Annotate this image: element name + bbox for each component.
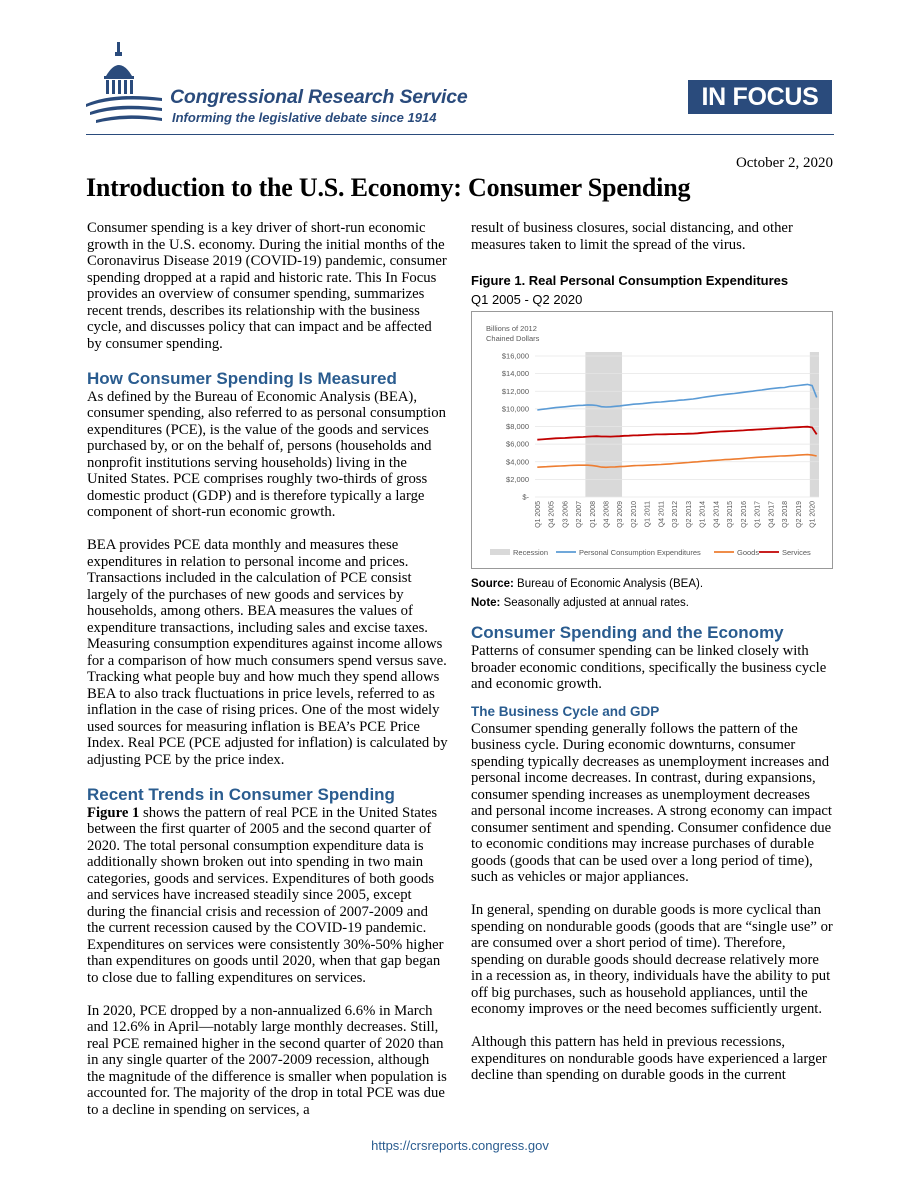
heading-trends: Recent Trends in Consumer Spending [87, 784, 395, 804]
pce-chart [471, 311, 833, 569]
x-tick-label: Q2 2019 [795, 501, 803, 528]
source-text: Bureau of Economic Analysis (BEA). [513, 578, 704, 590]
legend-label: Goods [737, 548, 760, 557]
legend-label: Personal Consumption Expenditures [579, 548, 701, 557]
x-tick-label: Q4 2011 [658, 501, 666, 528]
pce-chart-svg [472, 312, 832, 568]
x-tick-label: Q1 2017 [754, 501, 762, 528]
figure-source [471, 575, 833, 594]
trends-paragraph-2: In 2020, PCE dropped by a non-annualized 6.6% in March and 12.6% in April—notably large monthly decreases. Still, real PCE remained higher in the second quarter of 2020 than in any single quarter of the 2007-2009 recession, although the magnitude of the difference is smaller when population is accounted for. The majority of the drop in total PCE was due to a decline in spending on services, a [87, 1002, 447, 1118]
legend-label: Services [782, 548, 811, 557]
y-tick-label: $6,000 [506, 439, 529, 449]
page-title: Introduction to the U.S. Economy: Consumer Spending [86, 173, 691, 202]
x-tick-label: Q1 2008 [589, 501, 597, 528]
footer-url[interactable]: https://crsreports.congress.gov [371, 1138, 549, 1153]
x-tick-label: Q2 2007 [576, 501, 584, 528]
x-tick-label: Q1 2005 [534, 501, 542, 528]
x-tick-label: Q4 2017 [768, 501, 776, 528]
y-tick-label: $14,000 [501, 369, 529, 379]
x-tick-label: Q3 2012 [672, 501, 680, 528]
heading-measured: How Consumer Spending Is Measured [87, 368, 397, 388]
x-tick-label: Q3 2006 [562, 501, 570, 528]
continued-paragraph: result of business closures, social distancing, and other measures taken to limit the spread of the virus. [471, 220, 793, 253]
y-tick-label: $10,000 [501, 404, 529, 414]
x-tick-label: Q1 2020 [809, 501, 817, 528]
y-tick-label: $8,000 [506, 422, 529, 431]
series-line-goods [537, 455, 816, 468]
figure-1-reference[interactable]: Figure 1 [87, 804, 140, 821]
note-label: Note: [471, 597, 501, 609]
x-tick-label: Q3 2009 [617, 501, 625, 528]
org-name: Congressional Research Service [170, 86, 468, 108]
x-tick-label: Q4 2005 [548, 501, 556, 528]
x-tick-label: Q3 2018 [782, 501, 790, 528]
cycle-paragraph-3: Although this pattern has held in previous recessions, expenditures on nondurable goods have experienced a larger decline than spending on durable goods in the current [471, 1034, 827, 1083]
crs-capitol-logo [84, 40, 166, 128]
figure-title [471, 271, 833, 290]
header-divider [86, 134, 834, 135]
x-tick-label: Q2 2016 [740, 501, 748, 528]
legend-swatch [490, 549, 510, 555]
cycle-paragraph-1: Consumer spending generally follows the pattern of the business cycle. During economic downturns, consumer spending typically decreases as unemployment increases and personal income decreases. In contrast, during expansions, consumer spending increases as unemployment decreases and personal income increases. A strong economy can impact consumer sentiment and spending. Consumer confidence due to economic conditions may increase purchases of durable goods (goods that can be used over a long period of time), such as vehicles or major appliances. [471, 720, 832, 885]
in-focus-badge: IN FOCUS [688, 80, 832, 114]
y-tick-label: $- [522, 492, 529, 502]
org-tagline: Informing the legislative debate since 1914 [172, 110, 437, 125]
heading-cycle: The Business Cycle and GDP [471, 703, 660, 719]
y-axis-label: Billions of 2012 Chained Dollars [486, 324, 540, 343]
right-column [471, 220, 833, 1084]
figure-subtitle: Q1 2005 - Q2 2020 [471, 292, 583, 307]
series-line-pce [537, 384, 816, 410]
cycle-paragraph-2: In general, spending on durable goods is more cyclical than spending on nondurable goods (goods that are “single use” or are consumed over a short period of time). Therefore, spending on durable goods should decrease relatively more in a recession as, in theory, individuals have the ability to put off big purchases, such as household appliances, until the economy improves or the need becomes sufficiently urgent. [471, 902, 833, 1017]
trends-paragraph-1-text: shows the pattern of real PCE in the United States between the first quarter of 2005 and the second quarter of 2020. The total personal consumption expenditure data is additionally shown broken out into spending in two main categories, goods and services. Expenditures of both goods and services have increased steadily since 2005, except during the financial crisis and recession of 2007-2009 and the current recession caused by the COVID-19 pandemic. Expenditures on services were consistently 30%-50% higher than expenditures on goods until 2020, when that gap began to close due to falling expenditures on services. [87, 804, 444, 986]
left-column [87, 220, 449, 1118]
x-tick-label: Q4 2014 [713, 501, 721, 528]
y-tick-label: $2,000 [506, 474, 529, 484]
figure-title-text: Figure 1. Real Personal Consumption Expenditures [471, 273, 789, 288]
y-tick-label: $4,000 [506, 457, 529, 467]
x-tick-label: Q3 2015 [727, 501, 735, 528]
y-tick-label: $16,000 [501, 351, 529, 361]
figure-note [471, 594, 833, 613]
legend-label: Recession [513, 548, 549, 557]
intro-paragraph: Consumer spending is a key driver of short-run economic growth in the U.S. economy. During the initial months of the Coronavirus Disease 2019 (COVID-19) pandemic, consumer spending dropped at a rapid and historic rate. This In Focus provides an overview of consumer spending, summarizes recent trends, describes its relationship with the business cycle, and discusses policy that can impact and be affected by consumer spending. [87, 220, 447, 352]
heading-economy: Consumer Spending and the Economy [471, 623, 784, 642]
series-line-services [537, 427, 816, 440]
economy-paragraph: Patterns of consumer spending can be linked closely with broader economic conditions, specifically the business cycle and economic growth. [471, 643, 827, 692]
x-tick-label: Q2 2013 [685, 501, 693, 528]
publication-date: October 2, 2020 [735, 155, 833, 171]
x-tick-label: Q1 2011 [644, 501, 652, 528]
trends-paragraph-1 [87, 805, 449, 987]
x-tick-label: Q2 2010 [630, 501, 638, 528]
x-tick-label: Q1 2014 [699, 501, 707, 528]
measured-paragraph-2: BEA provides PCE data monthly and measures these expenditures in relation to personal income and prices. Transactions included in the calculation of PCE consist largely of the purchases of new goods and services by households, among others. BEA measures the values of expenditure transactions, including sales and excise taxes. Measuring consumption expenditures against income allows for a comparison of how much consumers spend versus save. Tracking what people buy and how much they spend allows BEA to also track fluctuations in price levels, referred to as inflation in the case of rising prices. One of the most widely used sources for measuring inflation is BEA’s PCE Price Index. Real PCE (PCE adjusted for inflation) is calculated by adjusting PCE by the price index. [87, 537, 448, 768]
measured-paragraph-1: As defined by the Bureau of Economic Analysis (BEA), consumer spending, also referred to as personal consumption expenditures (PCE), is the value of the goods and services purchased by, or on the behalf of, persons (households and nonprofit institutions serving households) living in the United States. PCE comprises roughly two-thirds of gross domestic product (GDP) and is therefore typically a large component of short-run economic growth. [87, 388, 446, 520]
source-label: Source: [471, 578, 514, 590]
y-tick-label: $12,000 [501, 386, 529, 396]
x-tick-label: Q4 2008 [603, 501, 611, 528]
note-text: Seasonally adjusted at annual rates. [500, 597, 689, 609]
